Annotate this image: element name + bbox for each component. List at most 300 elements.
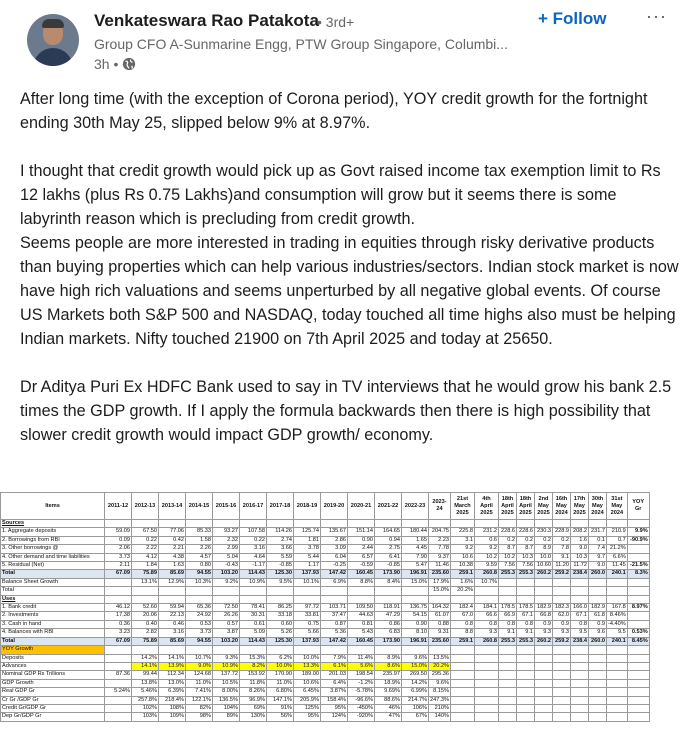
- table-row: [1, 620, 650, 628]
- table-cell: 2.74: [267, 536, 294, 544]
- table-cell: 13.0%: [159, 679, 186, 687]
- table-cell: [570, 713, 588, 721]
- table-cell: [570, 520, 588, 528]
- table-cell: 5.59: [267, 553, 294, 561]
- table-cell: 6.39%: [159, 688, 186, 696]
- table-cell: 13.8%: [132, 679, 159, 687]
- table-cell: [516, 679, 534, 687]
- spreadsheet-image[interactable]: [0, 492, 693, 734]
- table-cell: 9.5: [606, 629, 627, 637]
- table-cell: 164.32: [429, 604, 451, 612]
- author-headline: Group CFO A-Sunmarine Engg, PTW Group Singapore, Columbi...: [94, 36, 508, 52]
- table-cell: [105, 595, 132, 603]
- table-cell: [498, 578, 516, 586]
- table-cell: 7.4: [588, 545, 606, 553]
- table-cell: [552, 671, 570, 679]
- row-label: Real GDP Gr: [1, 688, 105, 696]
- table-cell: 11.72: [570, 562, 588, 570]
- table-cell: -5.78%: [348, 688, 375, 696]
- table-cell: 95%: [294, 713, 321, 721]
- table-cell: 137.93: [294, 570, 321, 578]
- table-cell: [474, 595, 498, 603]
- table-cell: 5.24%: [105, 688, 132, 696]
- table-cell: [474, 654, 498, 662]
- table-cell: 21.2%: [606, 545, 627, 553]
- table-cell: 1.81: [294, 536, 321, 544]
- table-cell: [498, 646, 516, 654]
- table-cell: [348, 646, 375, 654]
- table-cell: 6.04: [321, 553, 348, 561]
- table-cell: [627, 612, 649, 620]
- row-label: Sources: [1, 520, 105, 528]
- table-cell: 259.2: [552, 637, 570, 645]
- table-cell: 15.0%: [402, 578, 429, 586]
- table-cell: 255.3: [498, 637, 516, 645]
- table-cell: 62.0: [552, 612, 570, 620]
- avatar-shirt: [33, 48, 73, 66]
- table-row: [1, 570, 650, 578]
- table-cell: 167.8: [606, 604, 627, 612]
- table-cell: 10.5%: [213, 679, 240, 687]
- table-cell: 151.14: [348, 528, 375, 536]
- table-cell: [105, 587, 132, 595]
- table-cell: 88.6%: [375, 696, 402, 704]
- table-cell: 8.4%: [375, 578, 402, 586]
- table-cell: [627, 520, 649, 528]
- table-cell: 8.26%: [240, 688, 267, 696]
- table-cell: [552, 662, 570, 670]
- table-cell: 0.90: [348, 536, 375, 544]
- table-cell: 11.46: [429, 562, 451, 570]
- table-cell: 182.9: [534, 604, 552, 612]
- table-cell: [534, 646, 552, 654]
- table-cell: 3.23: [105, 629, 132, 637]
- table-cell: 125%: [294, 704, 321, 712]
- avatar-hair: [42, 19, 64, 28]
- table-cell: 182.3: [552, 604, 570, 612]
- connection-degree: • 3rd+: [317, 14, 355, 30]
- table-cell: 59.09: [105, 528, 132, 536]
- table-row: [1, 553, 650, 561]
- table-cell: 10.1%: [294, 578, 321, 586]
- table-row: [1, 578, 650, 586]
- table-cell: 5.47: [402, 562, 429, 570]
- table-cell: 47.29: [375, 612, 402, 620]
- row-label: 3. Cash in hand: [1, 620, 105, 628]
- table-cell: 67.09: [105, 570, 132, 578]
- table-cell: 9.5%: [267, 578, 294, 586]
- table-cell: 108%: [159, 704, 186, 712]
- table-cell: [552, 646, 570, 654]
- table-cell: [450, 713, 474, 721]
- table-cell: [213, 520, 240, 528]
- table-cell: [186, 646, 213, 654]
- table-cell: 0.22: [240, 536, 267, 544]
- table-cell: 66.9: [498, 612, 516, 620]
- table-cell: [570, 662, 588, 670]
- table-cell: [267, 595, 294, 603]
- row-label: 2. Investments: [1, 612, 105, 620]
- table-cell: 15.0%: [429, 587, 451, 595]
- table-cell: 10.7%: [474, 578, 498, 586]
- table-cell: 6.2%: [267, 654, 294, 662]
- table-cell: 0.09: [105, 536, 132, 544]
- table-cell: [267, 587, 294, 595]
- table-cell: [498, 696, 516, 704]
- table-cell: [588, 654, 606, 662]
- table-cell: 0.53: [186, 620, 213, 628]
- table-cell: [552, 696, 570, 704]
- table-cell: [534, 662, 552, 670]
- table-cell: 255.3: [498, 570, 516, 578]
- table-cell: 210.9: [606, 528, 627, 536]
- table-cell: 5.04: [213, 553, 240, 561]
- table-cell: [627, 688, 649, 696]
- table-cell: 5.26: [267, 629, 294, 637]
- table-cell: 52.60: [132, 604, 159, 612]
- table-cell: 2.99: [213, 545, 240, 553]
- table-cell: 8.7: [516, 545, 534, 553]
- table-row: [1, 536, 650, 544]
- table-cell: 2.11: [105, 562, 132, 570]
- table-cell: [552, 688, 570, 696]
- table-row: [1, 713, 650, 721]
- table-cell: 205.9%: [294, 696, 321, 704]
- table-cell: [213, 587, 240, 595]
- table-cell: [450, 520, 474, 528]
- table-cell: 75.89: [132, 570, 159, 578]
- table-cell: -96.6%: [348, 696, 375, 704]
- table-cell: [588, 595, 606, 603]
- post-header: [0, 0, 693, 80]
- column-header: 2018-19: [294, 493, 321, 520]
- table-cell: 9.1: [498, 629, 516, 637]
- table-cell: 0.8: [450, 620, 474, 628]
- table-cell: [474, 688, 498, 696]
- table-cell: 67.09: [105, 637, 132, 645]
- table-cell: 98%: [186, 713, 213, 721]
- table-cell: 20.2%: [450, 587, 474, 595]
- table-cell: [498, 688, 516, 696]
- table-cell: [132, 646, 159, 654]
- table-cell: 8.00%: [213, 688, 240, 696]
- table-cell: 160.45: [348, 570, 375, 578]
- post-meta: [94, 56, 136, 72]
- table-cell: 2.82: [132, 629, 159, 637]
- table-cell: 122.1%: [186, 696, 213, 704]
- author-name[interactable]: Venkateswara Rao Patakota: [94, 11, 319, 30]
- table-cell: [267, 520, 294, 528]
- table-cell: 5.46%: [132, 688, 159, 696]
- table-cell: 230.3: [534, 528, 552, 536]
- table-cell: 124.68: [186, 671, 213, 679]
- table-cell: 136.75: [402, 604, 429, 612]
- column-header: 2015-16: [213, 493, 240, 520]
- table-cell: 6.99%: [402, 688, 429, 696]
- table-cell: [516, 646, 534, 654]
- table-cell: 8.9: [534, 545, 552, 553]
- table-cell: 66.8: [534, 612, 552, 620]
- row-label: Nominal GDP Rs Trillions: [1, 671, 105, 679]
- table-cell: 91%: [267, 704, 294, 712]
- table-cell: 8.8%: [348, 578, 375, 586]
- table-row: [1, 520, 650, 528]
- table-cell: 260.8: [474, 637, 498, 645]
- table-cell: -0.85: [375, 562, 402, 570]
- table-cell: 3.09: [321, 545, 348, 553]
- table-cell: [159, 587, 186, 595]
- table-cell: 160.45: [348, 637, 375, 645]
- table-cell: 0.2: [534, 536, 552, 544]
- table-cell: 295.36: [429, 671, 451, 679]
- table-cell: 78.41: [240, 604, 267, 612]
- table-cell: 96.9%: [240, 696, 267, 704]
- table-cell: 10.3: [570, 553, 588, 561]
- table-cell: [606, 688, 627, 696]
- row-label: 2. Borrowings from RBI: [1, 536, 105, 544]
- table-cell: 3.73: [186, 629, 213, 637]
- table-cell: [348, 595, 375, 603]
- table-cell: 26.26: [213, 612, 240, 620]
- table-cell: 103.20: [213, 637, 240, 645]
- post-time: 3h •: [94, 56, 119, 72]
- table-cell: 46%: [375, 704, 402, 712]
- table-cell: [516, 520, 534, 528]
- table-row: [1, 654, 650, 662]
- post-paragraph: Dr Aditya Puri Ex HDFC Bank used to say in TV interviews that he would grow his bank 2.5 times the GDP growth. If I apply the formula backwards then there is high possibility that slower credit growth would impact GDP growth/ economy.: [20, 378, 672, 444]
- table-cell: 1.63: [159, 562, 186, 570]
- post-paragraph: Seems people are more interested in trading in equities through risky derivative products than buying properties which can help various industries/sectors. Indian stock market is now have high rich valuations and seems unperturbed by all negative global events. Of course US Markets both S&P 500 and NASDAQ, today touched all time highs also must be helping Indian markets. Nifty touched 21900 on 7th April 2025 and today at 25650.: [20, 234, 679, 348]
- table-cell: 5.09: [240, 629, 267, 637]
- table-cell: 2.32: [213, 536, 240, 544]
- table-cell: [105, 679, 132, 687]
- table-cell: 6.80%: [267, 688, 294, 696]
- table-cell: 17.38: [105, 612, 132, 620]
- table-cell: [240, 595, 267, 603]
- row-label: Total: [1, 637, 105, 645]
- table-cell: 260.2: [534, 570, 552, 578]
- table-cell: 11.4%: [348, 654, 375, 662]
- table-cell: 0.61: [240, 620, 267, 628]
- table-cell: [429, 595, 451, 603]
- table-cell: 0.80: [186, 562, 213, 570]
- column-header: 4th April 2025: [474, 493, 498, 520]
- table-cell: 61.07: [429, 612, 451, 620]
- table-cell: 18.9%: [375, 679, 402, 687]
- table-cell: [375, 646, 402, 654]
- table-cell: 225.8: [450, 528, 474, 536]
- row-label: Cr Gr /GDP Gr: [1, 696, 105, 704]
- column-header: 2017-18: [267, 493, 294, 520]
- table-cell: 9.1: [516, 629, 534, 637]
- table-cell: 9.0%: [186, 662, 213, 670]
- table-cell: [588, 696, 606, 704]
- table-cell: 135.67: [321, 528, 348, 536]
- table-cell: 99.44: [132, 671, 159, 679]
- follow-button[interactable]: + Follow: [538, 9, 607, 28]
- table-cell: [348, 587, 375, 595]
- table-cell: 8.3%: [627, 570, 649, 578]
- table-cell: [474, 662, 498, 670]
- table-cell: [570, 654, 588, 662]
- table-cell: [570, 688, 588, 696]
- table-cell: 9.59: [474, 562, 498, 570]
- table-cell: 7.9%: [321, 654, 348, 662]
- table-cell: 6.9%: [321, 578, 348, 586]
- table-cell: [348, 520, 375, 528]
- author-avatar[interactable]: [27, 14, 79, 66]
- table-cell: 66.6: [474, 612, 498, 620]
- table-cell: 8.9%: [375, 654, 402, 662]
- table-row: [1, 612, 650, 620]
- table-cell: 10.3: [516, 553, 534, 561]
- table-cell: 47%: [375, 713, 402, 721]
- table-cell: -1.17: [240, 562, 267, 570]
- column-header: 21st March 2025: [450, 493, 474, 520]
- table-row: [1, 604, 650, 612]
- table-cell: [375, 587, 402, 595]
- table-cell: 9.3%: [213, 654, 240, 662]
- table-cell: [606, 662, 627, 670]
- table-cell: [534, 654, 552, 662]
- table-cell: 11.0%: [267, 679, 294, 687]
- table-cell: 10.38: [450, 562, 474, 570]
- table-cell: [294, 587, 321, 595]
- table-cell: [588, 688, 606, 696]
- table-cell: 37.47: [321, 612, 348, 620]
- table-cell: 3.78: [294, 545, 321, 553]
- table-cell: 14.1%: [132, 662, 159, 670]
- table-cell: 75.89: [132, 637, 159, 645]
- table-cell: 85.69: [159, 637, 186, 645]
- table-cell: 124%: [321, 713, 348, 721]
- table-cell: [534, 696, 552, 704]
- table-cell: 15.3%: [240, 654, 267, 662]
- table-cell: [105, 696, 132, 704]
- table-cell: 0.94: [375, 536, 402, 544]
- table-cell: 2.22: [132, 545, 159, 553]
- table-cell: 4.45: [402, 545, 429, 553]
- column-header: 30th May 2024: [588, 493, 606, 520]
- table-cell: 6.1%: [321, 662, 348, 670]
- table-cell: [267, 646, 294, 654]
- table-row: [1, 545, 650, 553]
- table-cell: 9.1: [552, 553, 570, 561]
- table-cell: 82%: [186, 704, 213, 712]
- table-cell: 97.72: [294, 604, 321, 612]
- table-cell: 147.42: [321, 637, 348, 645]
- table-cell: [627, 671, 649, 679]
- table-cell: 0.6: [474, 536, 498, 544]
- table-cell: 11.20: [552, 562, 570, 570]
- table-cell: 10.0%: [294, 654, 321, 662]
- table-cell: 14.1%: [159, 654, 186, 662]
- table-cell: [105, 578, 132, 586]
- table-row: [1, 688, 650, 696]
- table-cell: 9.6: [588, 629, 606, 637]
- table-cell: [588, 520, 606, 528]
- table-cell: 153.92: [240, 671, 267, 679]
- table-cell: 86.25: [267, 604, 294, 612]
- table-cell: 210%: [429, 704, 451, 712]
- table-cell: 180.44: [402, 528, 429, 536]
- table-cell: 59.94: [159, 604, 186, 612]
- table-cell: [516, 662, 534, 670]
- table-cell: 11.45: [606, 562, 627, 570]
- table-cell: [516, 704, 534, 712]
- table-cell: 67%: [402, 713, 429, 721]
- credit-growth-table: [0, 492, 650, 722]
- table-cell: 14.2%: [402, 679, 429, 687]
- table-cell: [552, 654, 570, 662]
- table-cell: [627, 595, 649, 603]
- table-cell: 102%: [132, 704, 159, 712]
- table-cell: 0.7: [606, 536, 627, 544]
- table-cell: 5.44: [294, 553, 321, 561]
- table-cell: 235.60: [429, 637, 451, 645]
- table-cell: [474, 646, 498, 654]
- table-cell: 1.6: [570, 536, 588, 544]
- table-cell: [552, 713, 570, 721]
- table-cell: [474, 671, 498, 679]
- table-cell: 204.75: [429, 528, 451, 536]
- table-cell: 259.1: [450, 637, 474, 645]
- table-cell: [534, 520, 552, 528]
- table-cell: [534, 587, 552, 595]
- table-cell: 2.86: [321, 536, 348, 544]
- table-cell: [570, 587, 588, 595]
- table-cell: 235.97: [375, 671, 402, 679]
- table-cell: [105, 654, 132, 662]
- table-cell: 4.64: [240, 553, 267, 561]
- table-cell: 260.8: [474, 570, 498, 578]
- table-cell: [321, 595, 348, 603]
- table-cell: [159, 520, 186, 528]
- table-cell: 257.8%: [132, 696, 159, 704]
- column-header: 31st May 2024: [606, 493, 627, 520]
- table-cell: 103.71: [321, 604, 348, 612]
- table-cell: [450, 654, 474, 662]
- table-cell: 77.06: [159, 528, 186, 536]
- table-cell: [570, 696, 588, 704]
- table-cell: [552, 704, 570, 712]
- table-cell: [132, 595, 159, 603]
- table-cell: [474, 696, 498, 704]
- table-cell: 259.1: [450, 570, 474, 578]
- column-header: 2011-12: [105, 493, 132, 520]
- table-cell: 147.1%: [267, 696, 294, 704]
- table-cell: 7.56: [498, 562, 516, 570]
- table-cell: 106%: [402, 704, 429, 712]
- table-cell: [606, 671, 627, 679]
- table-cell: [588, 646, 606, 654]
- table-cell: 89%: [213, 713, 240, 721]
- table-row: [1, 587, 650, 595]
- table-cell: [627, 679, 649, 687]
- table-cell: 184.1: [474, 604, 498, 612]
- table-cell: [375, 520, 402, 528]
- table-row: [1, 704, 650, 712]
- table-cell: 6.41: [375, 553, 402, 561]
- table-cell: 11.0%: [186, 679, 213, 687]
- table-cell: 20.2%: [429, 662, 451, 670]
- post-body: [20, 87, 680, 447]
- table-cell: 5.36: [321, 629, 348, 637]
- table-cell: 182.9: [588, 604, 606, 612]
- more-options-icon[interactable]: ···: [646, 6, 667, 26]
- table-cell: 240.1: [606, 637, 627, 645]
- table-cell: 44.63: [348, 612, 375, 620]
